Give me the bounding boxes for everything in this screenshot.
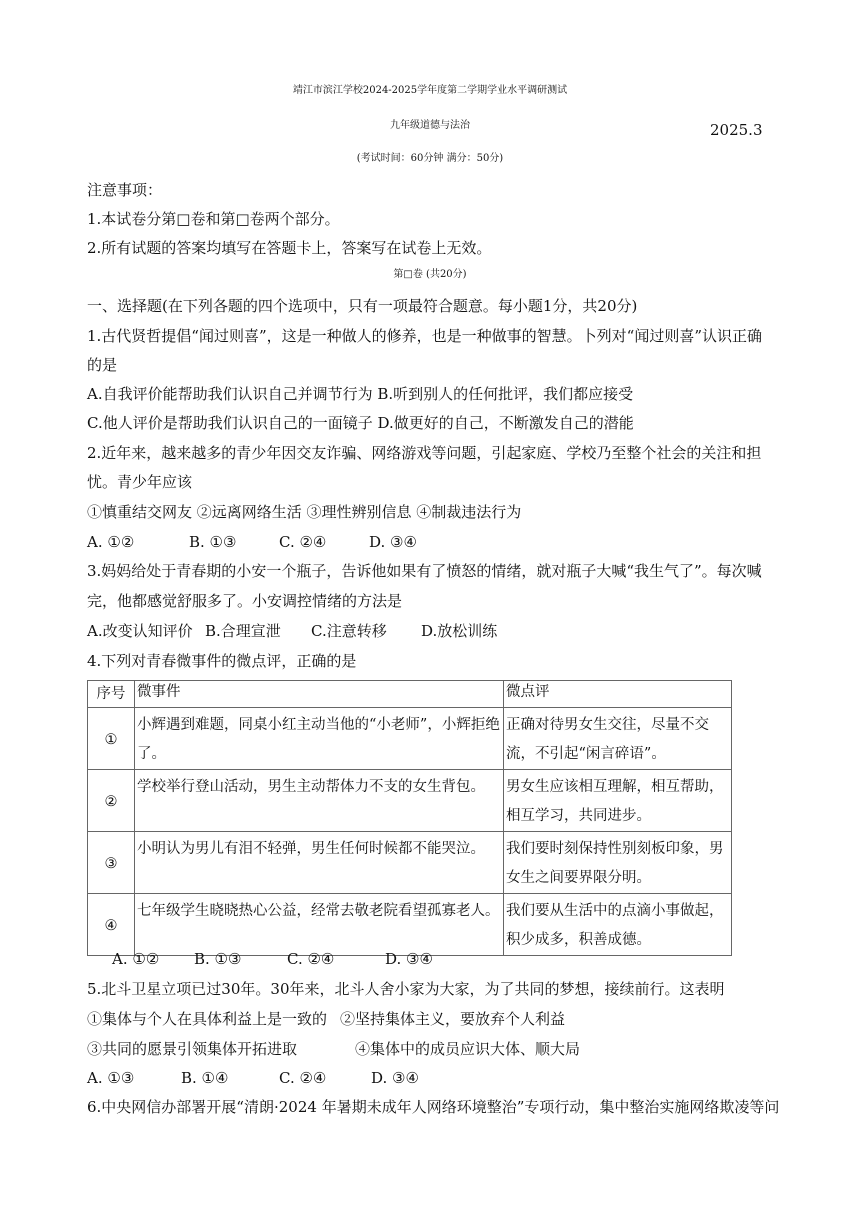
q2-choices: ①慎重结交网友 ②远离网络生活 ③理性辨别信息 ④制裁违法行为 — [87, 503, 522, 521]
q3-option-c: C.注意转移 — [311, 622, 387, 640]
q1-stem-line1: 1.古代贤哲提倡“闻过则喜”，这是一种做人的修养，也是一种做事的智慧。卜列对“闻过则喜”认识正确 — [87, 327, 762, 345]
exam-info: (考试时间：60分钟 满分：50分) — [356, 153, 504, 164]
table-row — [88, 770, 732, 832]
q1-options-line1: A.自我评价能帮助我们认识自己并调节行为 B.听到别人的任何批评，我们都应接受 — [87, 385, 634, 403]
table-row — [88, 832, 732, 894]
row-comment: 男女生应该相互理解，相互帮助，相互学习，共同进步。 — [504, 770, 732, 832]
q5-choices-line1 — [87, 1012, 565, 1027]
row-comment: 正确对待男女生交往，尽量不交流，不引起“闲言碎语”。 — [504, 708, 732, 770]
q4-table — [87, 680, 732, 956]
subject-title: 九年级道德与法治 — [390, 120, 470, 131]
q5-option-b: B. ①④ — [181, 1069, 229, 1087]
table-row — [88, 894, 732, 956]
row-comment: 我们要时刻保持性别刻板印象，男女生之间要界限分明。 — [504, 832, 732, 894]
notes-heading: 注意事项： — [87, 181, 163, 199]
row-num: ① — [88, 708, 135, 770]
row-comment: 我们要从生活中的点滴小事做起，积少成多，积善成德。 — [504, 894, 732, 956]
q3-stem-line1: 3.妈妈给处于青春期的小安一个瓶子，告诉他如果有了愤怒的情绪，就对瓶子大喊“我生气了”。每次喊 — [87, 562, 762, 580]
q3-option-a: A.改变认知评价 — [87, 622, 193, 640]
q2-options — [87, 535, 417, 550]
q5-choice-1: ①集体与个人在具体利益上是一致的 — [87, 1010, 328, 1028]
q1-options-line2: C.他人评价是帮助我们认识自己的一面镜子 D.做更好的自己，不断激发自己的潜能 — [87, 414, 634, 432]
q4-option-a: A. ①② — [112, 950, 160, 968]
exam-date: 2025.3 — [710, 121, 763, 139]
table-row — [88, 708, 732, 770]
row-event: 小明认为男儿有泪不轻弹，男生任何时候都不能哭泣。 — [135, 832, 504, 894]
q5-option-a: A. ①③ — [87, 1069, 135, 1087]
q2-option-b: B. ①③ — [189, 533, 237, 551]
row-num: ② — [88, 770, 135, 832]
exam-title: 靖江市滨江学校2024-2025学年度第二学期学业水平调研测试 — [292, 85, 568, 96]
header-num: 序号 — [88, 681, 135, 708]
table-header-row — [88, 681, 732, 708]
row-num: ④ — [88, 894, 135, 956]
q2-stem-line2: 忧。青少年应该 — [87, 473, 193, 491]
header-event: 微事件 — [135, 681, 504, 708]
q1-stem-line2: 的是 — [87, 356, 118, 374]
q3-options — [87, 624, 497, 639]
header-comment: 微点评 — [504, 681, 732, 708]
q4-stem: 4.下列对青春微事件的微点评，正确的是 — [87, 652, 357, 670]
row-num: ③ — [88, 832, 135, 894]
q2-option-d: D. ③④ — [369, 533, 417, 551]
note-item-1: 1.本试卷分第□卷和第□卷两个部分。 — [87, 210, 340, 228]
section-title: 第□卷 (共20分) — [393, 269, 467, 280]
q2-stem-line1: 2.近年来，越来越多的青少年因交友诈骗、网络游戏等问题，引起家庭、学校乃至整个社会的关注和担 — [87, 444, 762, 462]
q3-stem-line2: 完，他都感觉舒服多了。小安调控情绪的方法是 — [87, 592, 403, 610]
note-item-2: 2.所有试题的答案均填写在答题卡上，答案写在试卷上无效。 — [87, 239, 492, 257]
q2-option-a: A. ①② — [87, 533, 135, 551]
q5-choices-line2 — [87, 1042, 580, 1057]
q4-option-c: C. ②④ — [287, 950, 335, 968]
q3-option-d: D.放松训练 — [421, 622, 498, 640]
q3-option-b: B.合理宣泄 — [205, 622, 281, 640]
q5-option-c: C. ②④ — [279, 1069, 327, 1087]
row-event: 小辉遇到难题，同桌小红主动当他的“小老师”，小辉拒绝了。 — [135, 708, 504, 770]
q4-options — [112, 952, 433, 967]
q5-stem: 5.北斗卫星立项已过30年。30年来，北斗人舍小家为大家，为了共同的梦想，接续前行。这表明 — [87, 980, 725, 998]
row-event: 七年级学生晓晓热心公益，经常去敬老院看望孤寡老人。 — [135, 894, 504, 956]
q6-stem-line1: 6.中央网信办部署开展“清朗·2024 年暑期未成年人网络环境整治”专项行动，集中整治实施网络欺凌等问 — [87, 1098, 780, 1116]
q5-choice-3: ③共同的愿景引领集体开拓进取 — [87, 1040, 298, 1058]
q4-option-b: B. ①③ — [194, 950, 242, 968]
q4-option-d: D. ③④ — [385, 950, 433, 968]
q5-choice-4: ④集体中的成员应识大体、顺大局 — [355, 1040, 581, 1058]
q2-option-c: C. ②④ — [279, 533, 327, 551]
q5-option-d: D. ③④ — [371, 1069, 419, 1087]
row-event: 学校举行登山活动，男生主动帮体力不支的女生背包。 — [135, 770, 504, 832]
q5-options — [87, 1071, 419, 1086]
section-instruction: 一、选择题(在下列各题的四个选项中，只有一项最符合题意。每小题1分，共20分) — [87, 297, 638, 315]
q5-choice-2: ②坚持集体主义，要放弃个人利益 — [340, 1010, 566, 1028]
